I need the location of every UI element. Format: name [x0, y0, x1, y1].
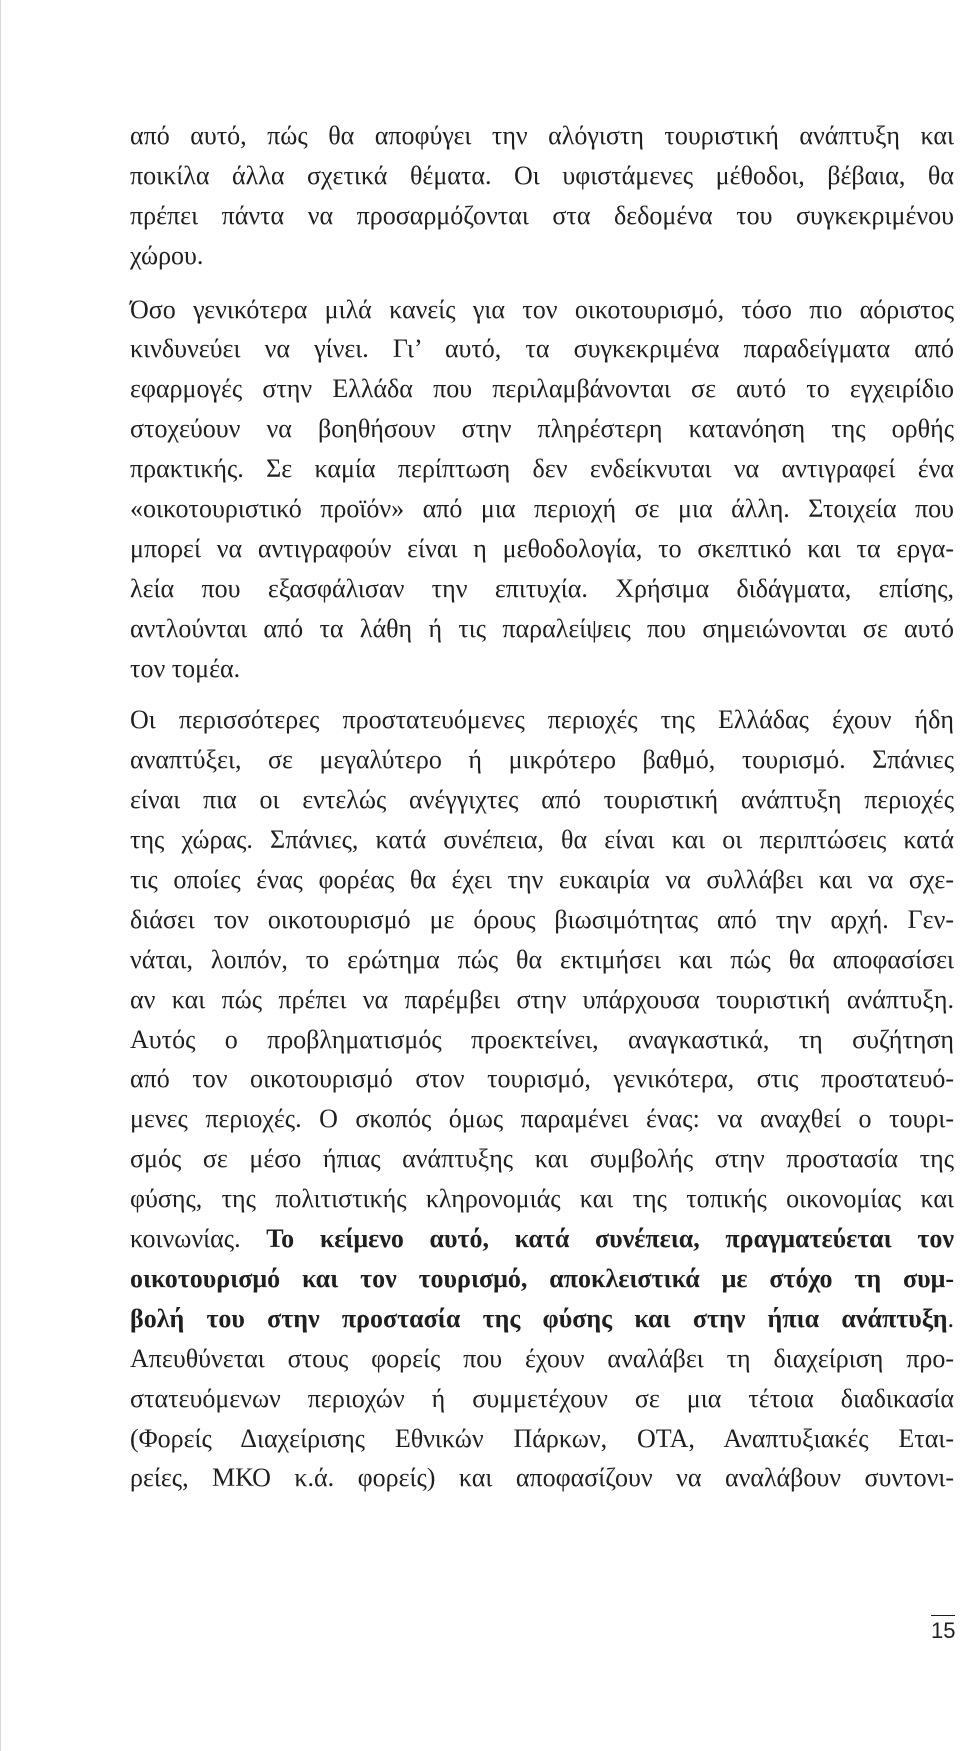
body-text: [130, 116, 954, 1498]
text-line: ρείες, ΜΚΟ κ.ά. φορείς) και αποφασίζουν να αναλάβουν συντονι-: [130, 1463, 954, 1493]
text-line: Όσο γενικότερα μιλά κανείς για τον οικοτουρισμό, τόσο πιο αόριστος: [130, 294, 954, 324]
text-line: πρακτικής. Σε καμία περίπτωση δεν ενδείκνυται να αντιγραφεί ένα: [130, 454, 954, 484]
text-line: αναπτύξει, σε μεγαλύτερο ή μικρότερο βαθμό, τουρισμό. Σπάνιες: [130, 745, 954, 775]
text-segment: .: [947, 1303, 954, 1333]
text-line: μενες περιοχές. Ο σκοπός όμως παραμένει ένας: να αναχθεί ο τουρι-: [130, 1104, 954, 1134]
text-line: από αυτό, πώς θα αποφύγει την αλόγιστη τουριστική ανάπτυξη και: [130, 121, 954, 150]
text-line: πρέπει πάντα να προσαρμόζονται στα δεδομένα του συγκεκριμένου: [130, 200, 954, 230]
page-number: 15: [931, 1615, 955, 1647]
text-line: «οικοτουριστικό προϊόν» από μια περιοχή σε μια άλλη. Στοιχεία που: [130, 494, 954, 524]
bold-emphasis: βολή του στην προστασία της φύσης και στην ήπια ανάπτυξη: [130, 1303, 948, 1333]
text-line: (Φορείς Διαχείρισης Εθνικών Πάρκων, ΟΤΑ, Αναπτυξιακές Εται-: [130, 1423, 954, 1453]
text-line: διάσει τον οικοτουρισμό με όρους βιωσιμότητας από την αρχή. Γεν-: [130, 904, 954, 934]
text-segment: κοινωνίας.: [130, 1224, 267, 1254]
text-line: εφαρμογές στην Ελλάδα που περιλαμβάνονται σε αυτό το εγχειρίδιο: [130, 374, 954, 404]
text-line: λεία που εξασφάλισαν την επιτυχία. Χρήσιμα διδάγματα, επίσης,: [130, 573, 954, 603]
text-line: νάται, λοιπόν, το ερώτημα πώς θα εκτιμήσει και πώς θα αποφασίσει: [130, 944, 954, 974]
paragraph-3: [130, 700, 954, 1498]
text-line: είναι πια οι εντελώς ανέγγιχτες από τουριστική ανάπτυξη περιοχές: [130, 785, 954, 815]
text-line: μπορεί να αντιγραφούν είναι η μεθοδολογία, το σκεπτικό και τα εργα-: [130, 533, 954, 563]
text-line: τον τομέα.: [130, 653, 241, 683]
paragraph-2: [130, 290, 954, 689]
text-line-mixed: [130, 1299, 954, 1339]
text-line: της χώρας. Σπάνιες, κατά συνέπεια, θα είναι και οι περιπτώσεις κατά: [130, 825, 954, 855]
bold-emphasis-line: οικοτουρισμό και τον τουρισμό, αποκλειστικά με στόχο τη συμ-: [130, 1263, 954, 1293]
text-line: στατευόμενων περιοχών ή συμμετέχουν σε μια τέτοια διαδικασία: [130, 1383, 954, 1413]
bold-emphasis: Το κείμενο αυτό, κατά συνέπεια, πραγματεύεται τον: [266, 1224, 954, 1254]
text-line: στοχεύουν να βοηθήσουν στην πληρέστερη κατανόηση της ορθής: [130, 414, 954, 444]
text-line-mixed: [130, 1219, 954, 1259]
text-line: αν και πώς πρέπει να παρέμβει στην υπάρχουσα τουριστική ανάπτυξη.: [130, 984, 954, 1014]
page-edge: [0, 0, 1, 1751]
text-line: ποικίλα άλλα σχετικά θέματα. Οι υφιστάμενες μέθοδοι, βέβαια, θα: [130, 160, 954, 190]
text-line: από τον οικοτουρισμό στον τουρισμό, γενικότερα, στις προστατευό-: [130, 1064, 954, 1094]
text-line: τις οποίες ένας φορέας θα έχει την ευκαιρία να συλλάβει και να σχε-: [130, 865, 954, 895]
text-line: σμός σε μέσο ήπιας ανάπτυξης και συμβολής στην προστασία της: [130, 1144, 954, 1174]
text-line: χώρου.: [130, 240, 204, 270]
text-line: Οι περισσότερες προστατευόμενες περιοχές της Ελλάδας έχουν ήδη: [130, 705, 954, 735]
text-line: Απευθύνεται στους φορείς που έχουν αναλάβει τη διαχείριση προ-: [130, 1343, 954, 1373]
text-line: αντλούνται από τα λάθη ή τις παραλείψεις που σημειώνονται σε αυτό: [130, 613, 954, 643]
text-line: φύσης, της πολιτιστικής κληρονομιάς και της τοπικής οικονομίας και: [130, 1184, 954, 1214]
text-line: κινδυνεύει να γίνει. Γι’ αυτό, τα συγκεκριμένα παραδείγματα από: [130, 334, 954, 364]
paragraph-1: [130, 116, 954, 276]
text-line: Αυτός ο προβληματισμός προεκτείνει, αναγκαστικά, τη συζήτηση: [130, 1024, 954, 1054]
